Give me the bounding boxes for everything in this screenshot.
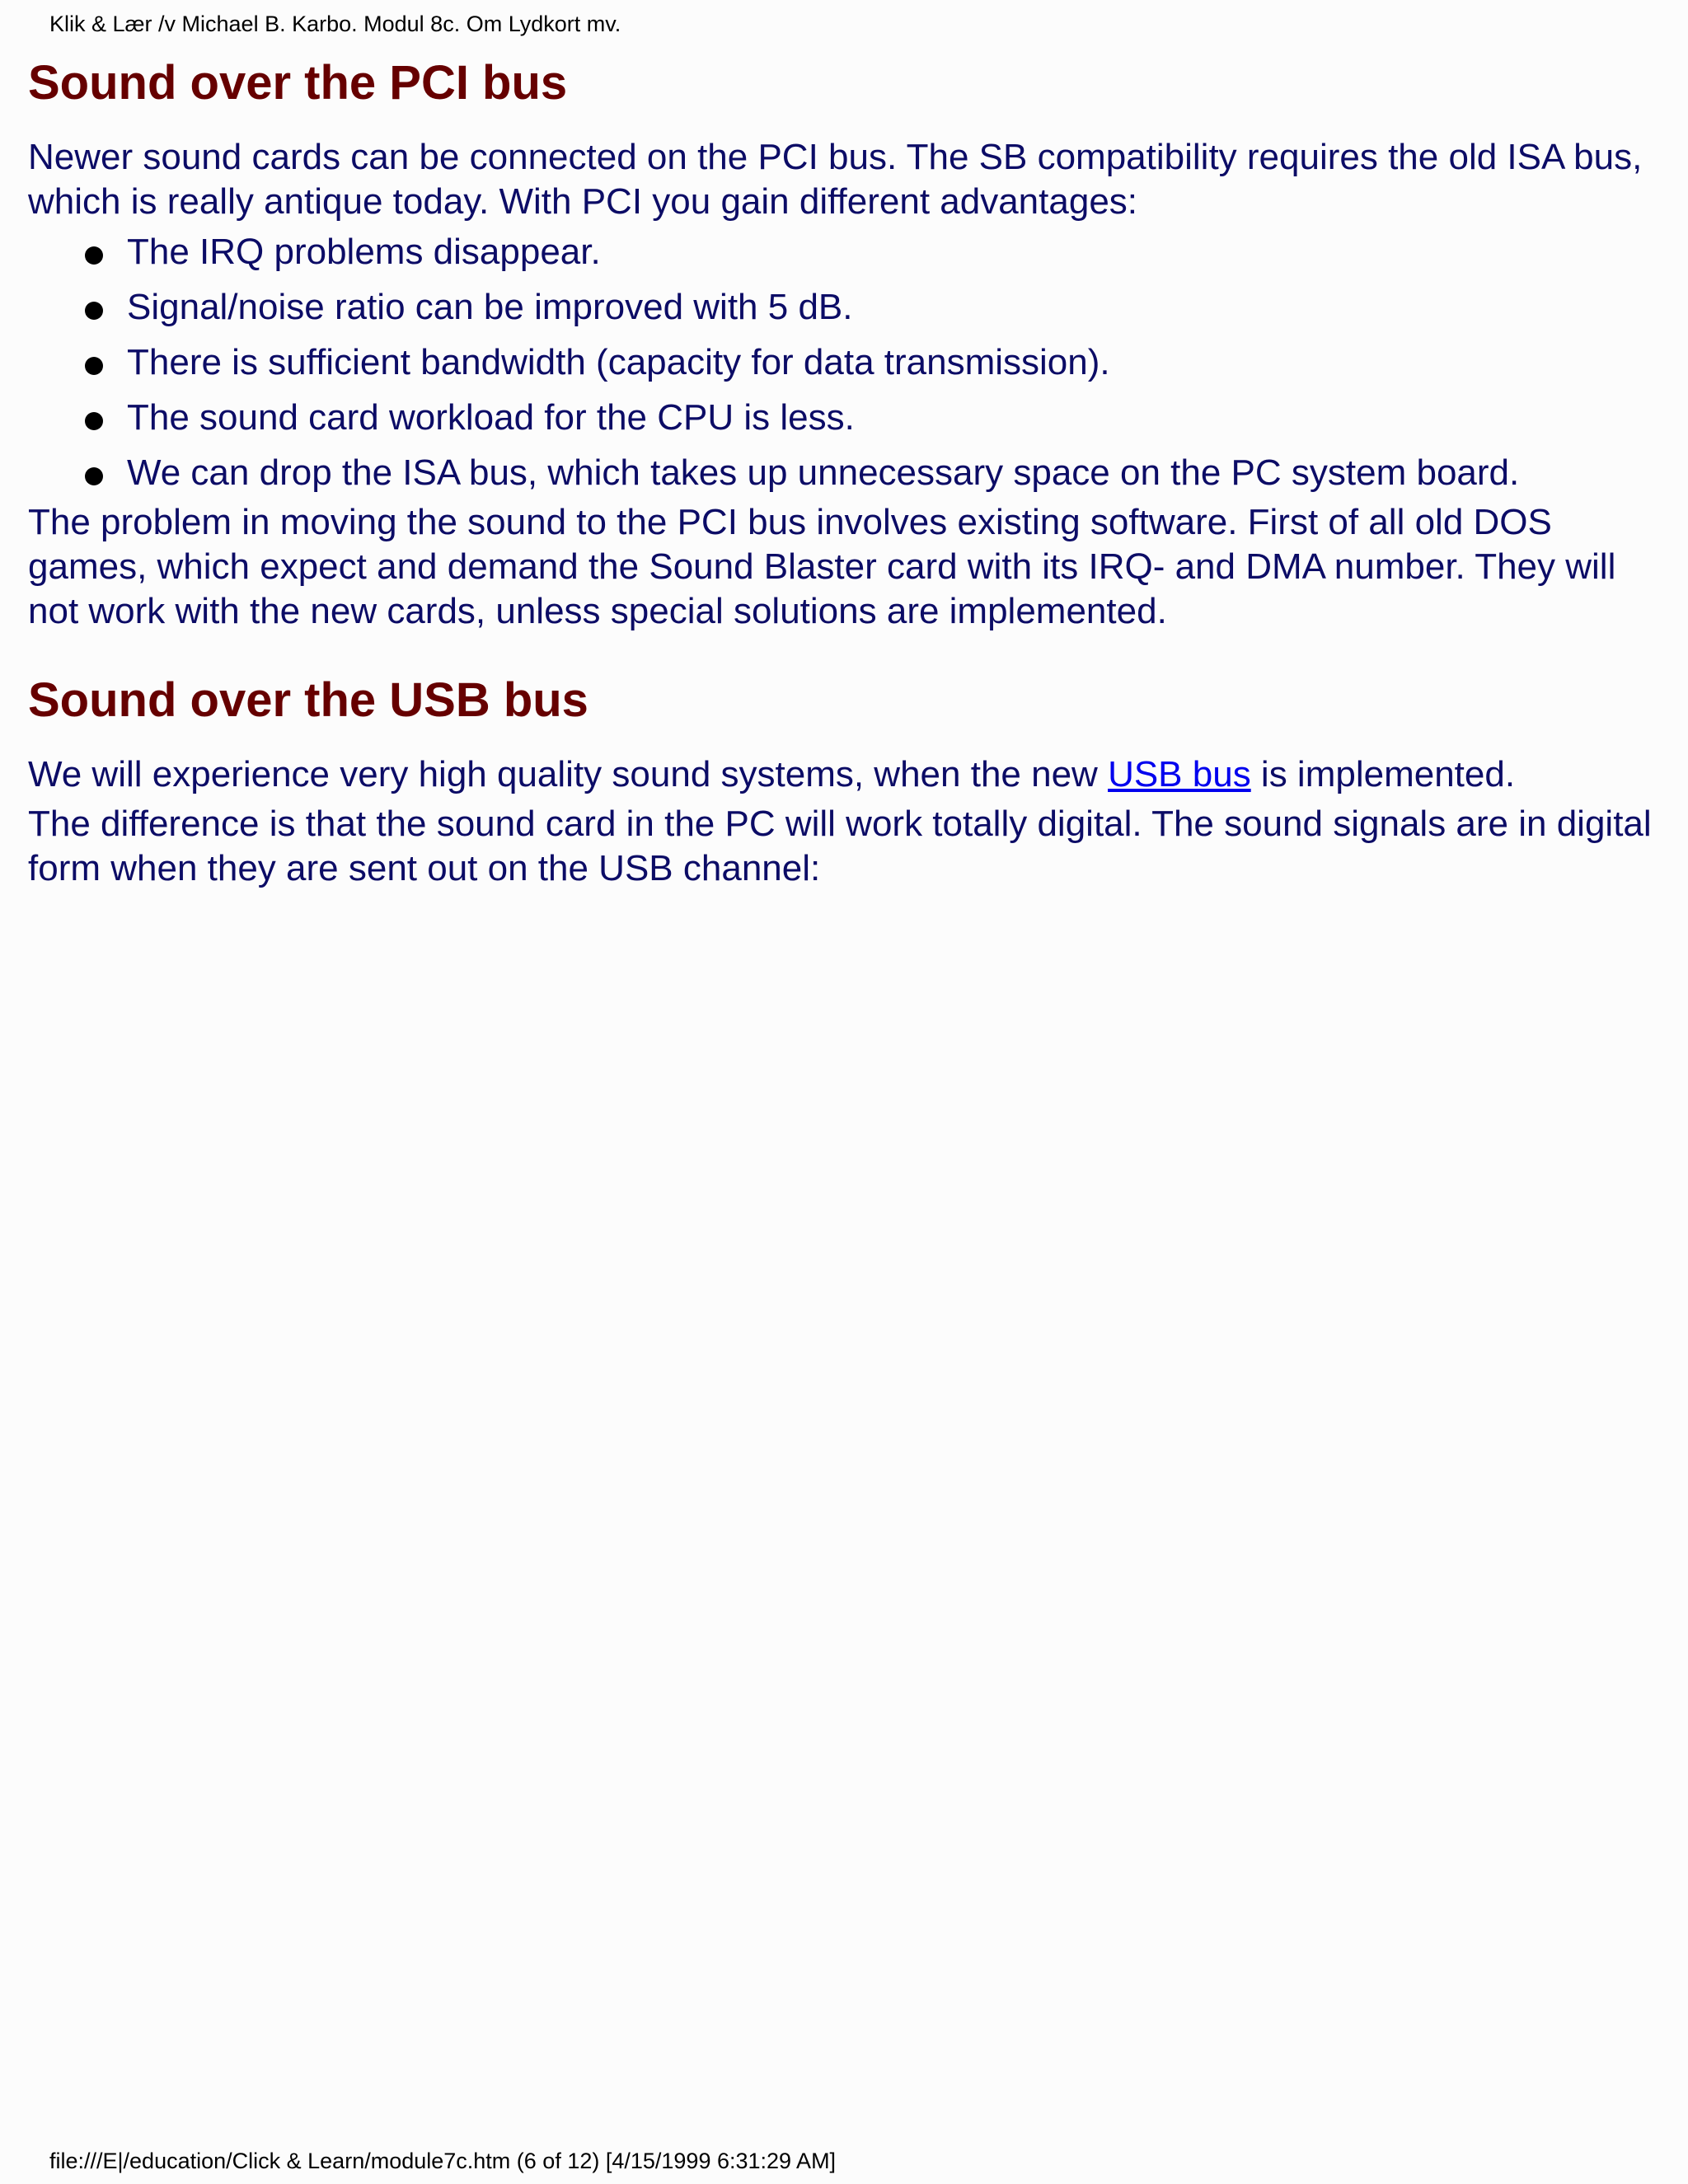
list-item-text: Signal/noise ratio can be improved with 5 dB. (127, 287, 853, 327)
section-heading-pci: Sound over the PCI bus (28, 56, 568, 110)
list-item (28, 335, 1668, 390)
page-content (28, 51, 1668, 891)
bullet-icon (85, 357, 103, 375)
section-heading-usb: Sound over the USB bus (28, 673, 588, 727)
usb-intro-text-before: We will experience very high quality sound systems, when the new (28, 754, 1109, 794)
bullet-icon (85, 467, 103, 485)
print-header: Klik & Lær /v Michael B. Karbo. Modul 8c. Om Lydkort mv. (49, 12, 621, 36)
bullet-icon (85, 246, 103, 265)
usb-intro-text-after: is implemented. (1250, 754, 1516, 794)
list-item (28, 279, 1668, 335)
list-item (28, 445, 1668, 500)
list-item-text: There is sufficient bandwidth (capacity for data transmission). (127, 342, 1110, 382)
list-item-text: The IRQ problems disappear. (127, 232, 601, 272)
usb-bus-link[interactable]: USB bus (1108, 754, 1251, 794)
pci-intro-paragraph: Newer sound cards can be connected on the PCI bus. The SB compatibility requires the old ISA bus, which is really antique today. With PCI you gain different advantages: (28, 137, 1643, 222)
list-item-text: The sound card workload for the CPU is less. (127, 397, 855, 438)
bullet-icon (85, 412, 103, 430)
pci-advantages-list (28, 224, 1668, 500)
list-item (28, 224, 1668, 279)
list-item (28, 390, 1668, 445)
print-footer: file:///E|/education/Click & Learn/module7c.htm (6 of 12) [4/15/1999 6:31:29 AM] (49, 2149, 837, 2173)
usb-digital-paragraph: The difference is that the sound card in the PC will work totally digital. The sound signals are in digital form when they are sent out on the USB channel: (28, 804, 1652, 888)
usb-intro-paragraph (28, 752, 1668, 797)
bullet-icon (85, 302, 103, 320)
pci-closing-paragraph: The problem in moving the sound to the PCI bus involves existing software. First of all old DOS games, which expect and demand the Sound Blaster card with its IRQ- and DMA number. They will not work with the new cards, unless special solutions are implemented. (28, 502, 1616, 631)
list-item-text: We can drop the ISA bus, which takes up unnecessary space on the PC system board. (127, 452, 1520, 493)
